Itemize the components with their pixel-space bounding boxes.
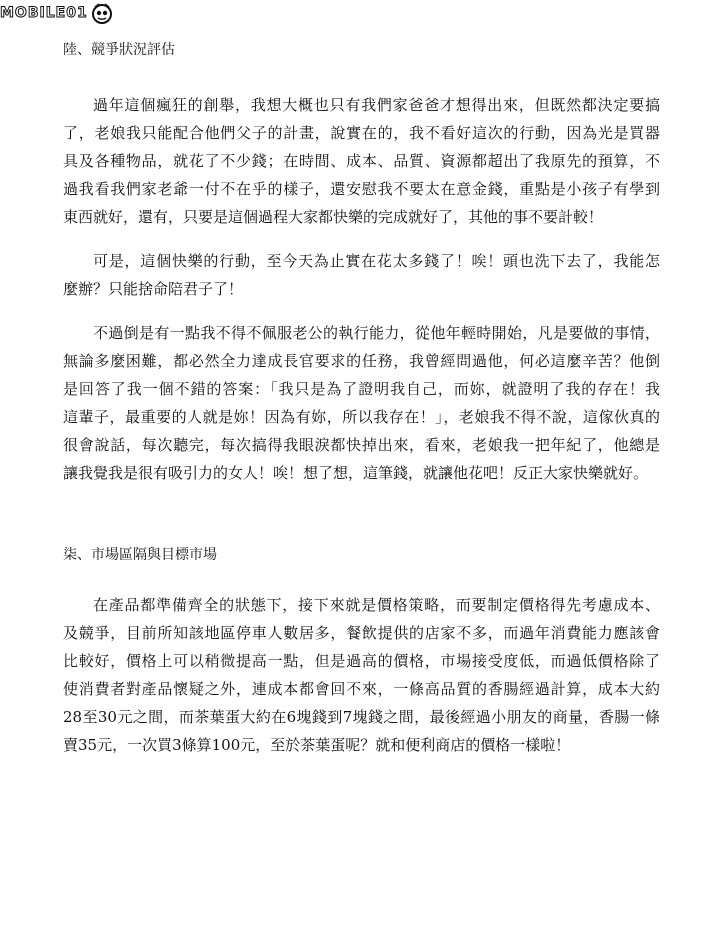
text-line: 比較好，價格上可以稍微提高一點，但是過高的價格，市場接受度低，而過低價格除了 xyxy=(63,652,660,670)
text-line: 賣35元，一次買3條算100元，至於茶葉蛋呢？就和便利商店的價格一樣啦！ xyxy=(63,736,571,754)
text-line: 很會說話，每次聽完，每次搞得我眼淚都快掉出來，看來，老娘我一把年紀了，他總是 xyxy=(63,436,660,454)
text-line: 東西就好，還有，只要是這個過程大家都快樂的完成就好了，其他的事不要計較！ xyxy=(63,208,604,226)
text-line: 了，老娘我只能配合他們父子的計畫，說實在的，我不看好這次的行動，因為光是買器 xyxy=(63,124,660,142)
text-line: 過我看我們家老爺一付不在乎的樣子，還安慰我不要太在意金錢，重點是小孩子有學到 xyxy=(63,180,660,198)
section-7-heading: 柒、市場區隔與目標市場 xyxy=(63,547,217,563)
section-7-paragraph-1 xyxy=(63,591,660,759)
text-line: 具及各種物品，就花了不少錢；在時間、成本、品質、資源都超出了我原先的預算，不 xyxy=(63,152,660,170)
site-logo xyxy=(0,0,130,26)
logo-mascot-icon xyxy=(90,1,114,25)
section-6-paragraph-1 xyxy=(63,91,660,231)
section-6-paragraph-3 xyxy=(63,319,660,487)
text-line: 28至30元之間，而茶葉蛋大約在6塊錢到7塊錢之間，最後經過小朋友的商量，香腸一條 xyxy=(63,708,660,726)
section-6-paragraph-2 xyxy=(63,247,660,303)
text-line: 過年這個瘋狂的創舉，我想大概也只有我們家爸爸才想得出來，但既然都決定要搞 xyxy=(93,96,660,114)
logo-text: MOBILE01 xyxy=(0,5,88,21)
text-line: 使消費者對產品懷疑之外，連成本都會回不來，一條高品質的香腸經過計算，成本大約 xyxy=(63,680,660,698)
text-line: 是回答了我一個不錯的答案：「我只是為了證明我自己，而妳，就證明了我的存在！我 xyxy=(63,380,660,398)
text-line: 及競爭，目前所知該地區停車人數居多，餐飲提供的店家不多，而過年消費能力應該會 xyxy=(63,624,660,642)
text-line: 這輩子，最重要的人就是妳！因為有妳，所以我存在！」，老娘我不得不說，這傢伙真的 xyxy=(63,408,660,426)
text-line: 不過倒是有一點我不得不佩服老公的執行能力，從他年輕時開始，凡是要做的事情， xyxy=(93,324,660,342)
section-6-heading: 陸、競爭狀況評估 xyxy=(63,42,175,58)
document-body xyxy=(63,40,660,759)
text-line: 在產品都準備齊全的狀態下，接下來就是價格策略，而要制定價格得先考慮成本、 xyxy=(93,596,660,614)
text-line: 可是，這個快樂的行動，至今天為止實在花太多錢了！唉！頭也洗下去了，我能怎 xyxy=(93,252,660,270)
text-line: 麼辦？只能捨命陪君子了！ xyxy=(63,280,244,298)
text-line: 讓我覺我是很有吸引力的女人！唉！想了想，這筆錢，就讓他花吧！反正大家快樂就好。 xyxy=(63,464,649,482)
text-line: 無論多麼困難，都必然全力達成長官要求的任務，我曾經問過他，何必這麼辛苦？他倒 xyxy=(63,352,660,370)
